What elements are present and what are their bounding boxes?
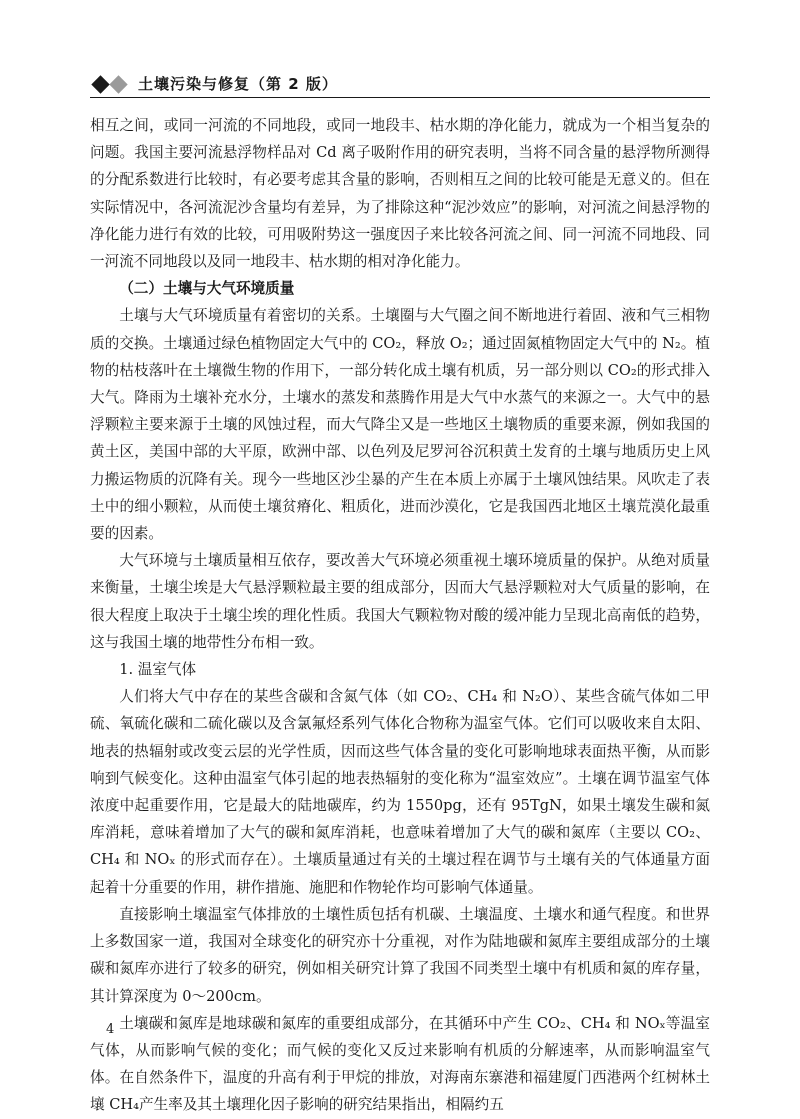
- paragraph-air-quality: 大气环境与土壤质量相互依存，要改善大气环境必须重视土壤环境质量的保护。从绝对质量来衡量，土壤尘埃是大气悬浮颗粒最主要的组成部分，因而大气悬浮颗粒对大气质量的影响，在很大程度上取决于土壤尘埃的理化性质。我国大气颗粒物对酸的缓冲能力呈现北高南低的趋势，这与我国土壤的地带性分布相一致。: [90, 552, 710, 651]
- gray-diamond-icon: [109, 75, 127, 93]
- paragraph-emission-factors: 直接影响土壤温室气体排放的土壤性质包括有机碳、土壤温度、土壤水和通气程度。和世界上多数国家一道，我国对全球变化的研究亦十分重视，对作为陆地碳和氮库主要组成部分的土壤碳和氮库亦进行了较多的研究，例如相关研究计算了我国不同类型土壤中有机质和氮的库存量，其计算深度为 0～200cm。: [90, 905, 710, 1005]
- book-title: 土壤污染与修复（第 2 版）: [138, 75, 338, 93]
- section-heading: （二）土壤与大气环境质量: [119, 280, 295, 298]
- running-header: [90, 70, 710, 100]
- page-number: 4: [106, 1022, 115, 1037]
- paragraph-soil-atmosphere: 土壤与大气环境质量有着密切的关系。土壤圈与大气圈之间不断地进行着固、液和气三相物质的交换。土壤通过绿色植物固定大气中的 CO₂，释放 O₂；通过固氮植物固定大气中的 N₂。植物的枯枝落叶在土壤微生物的作用下，一部分转化成土壤有机质，另一部分则以 CO₂的形式排入大气。降雨为土壤补充水分，土壤水的蒸发和蒸腾作用是大气中水蒸气的来源之一。大气中的悬浮颗粒主要来源于土壤的风蚀过程，而大气降尘又是一些地区土壤物质的重要来源，例如我国的黄土区，美国中部的大平原，欧洲中部、以色列及尼罗河谷沉积黄土发育的土壤与地质历史上风力搬运物质的沉降有关。现今一些地区沙尘暴的产生在本质上亦属于土壤风蚀结果。风吹走了表土中的细小颗粒，从而使土壤贫瘠化、粗质化，进而沙漠化，它是我国西北地区土壤荒漠化最重要的因素。: [90, 307, 710, 543]
- paragraph-carbon-nitrogen-pool: 土壤碳和氮库是地球碳和氮库的重要组成部分，在其循环中产生 CO₂、CH₄ 和 NOₓ等温室气体，从而影响气候的变化；而气候的变化又反过来影响有机质的分解速率，从而影响温室气体。在自然条件下，温度的升高有利于甲烷的排放，对海南东寨港和福建厦门西港两个红树林土壤 CH₄产生率及其土壤理化因子影响的研究结果指出，相隔约五: [90, 1014, 710, 1114]
- header-rule: [90, 97, 710, 98]
- page-body: [90, 112, 710, 1119]
- paragraph-continued: 相互之间，或同一河流的不同地段，或同一地段丰、枯水期的净化能力，就成为一个相当复杂的问题。我国主要河流悬浮物样品对 Cd 离子吸附作用的研究表明，当将不同含量的悬浮物所测得的分配系数进行比较时，有必要考虑其含量的影响，否则相互之间的比较可能是无意义的。但在实际情况中，各河流泥沙含量均有差异，为了排除这种“泥沙效应”的影响，对河流之间悬浮物的净化能力进行有效的比较，可用吸附势这一强度因子来比较各河流之间、同一河流不同地段、同一河流不同地段以及同一地段丰、枯水期的相对净化能力。: [90, 117, 710, 271]
- subsection-heading: 1. 温室气体: [119, 661, 197, 679]
- paragraph-greenhouse-gases: 人们将大气中存在的某些含碳和含氮气体（如 CO₂、CH₄ 和 N₂O）、某些含硫气体如二甲硫、氧硫化碳和二硫化碳以及含氯氟烃系列气体化合物称为温室气体。它们可以吸收来自太阳、地表的热辐射或改变云层的光学性质，因而这些气体含量的变化可影响地球表面热平衡，从而影响到气候变化。这种由温室气体引起的地表热辐射的变化称为“温室效应”。土壤在调节温室气体浓度中起重要作用，它是最大的陆地碳库，约为 1550pg，还有 95TgN，如果土壤发生碳和氮库消耗，意味着增加了大气的碳和氮库消耗，也意味着增加了大气的碳和氮库（主要以 CO₂、CH₄ 和 NOₓ 的形式而存在）。土壤质量通过有关的土壤过程在调节与土壤有关的气体通量方面起着十分重要的作用，耕作措施、施肥和作物轮作均可影响气体通量。: [90, 688, 710, 896]
- black-diamond-icon: [91, 75, 109, 93]
